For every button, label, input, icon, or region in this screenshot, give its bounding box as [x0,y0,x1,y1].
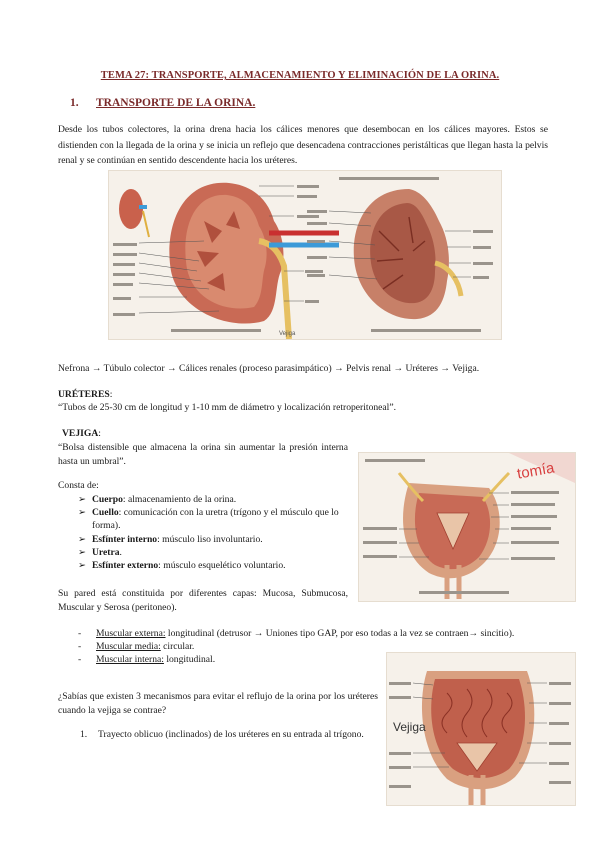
list-item: ➢ Esfínter externo: músculo esquelético voluntario. [78,560,286,572]
vejiga-definition: “Bolsa distensible que almacena la orina sin aumentar la presión interna hasta un umbral”. [58,442,348,467]
pathway-text: Nefrona → Túbulo colector → Cálices renales (proceso parasimpático) → Pelvis renal → Uréteres → Vejiga. [58,363,480,374]
list-item: ➢ Cuello: comunicación con la uretra (trígono y el músculo que lo forma). [78,507,339,532]
vejiga-colon: : [98,428,101,439]
intro-paragraph: Desde los tubos colectores, la orina drena hacia los cálices menores que desembocan en los cálices mayores. Estos se distienden con la llegada de la orina y se inicia un reflejo que desencadena contracciones peristálticas que llegan hasta la pelvis renal y se continúan en sentido descendente hacia los uréteres. [58,124,548,166]
page-title: TEMA 27: TRANSPORTE, ALMACENAMIENTO Y ELIMINACIÓN DE LA ORINA. [100,70,500,81]
capas-paragraph: Su pared está constituida por diferentes capas: Mucosa, Submucosa, Muscular y Serosa (peritoneo). [58,588,348,613]
mechanism-text: Trayecto oblicuo (inclinados) de los uréteres en su entrada al trígono. [98,729,364,740]
vejiga-heading [62,427,101,440]
list-item: ➢ Cuerpo: almacenamiento de la orina. [78,494,237,505]
mechanism-item [80,728,378,742]
bladder-section-illustration [387,653,575,805]
ureteres-label: URÉTERES [58,389,110,400]
ureteres-definition: “Tubos de 25-30 cm de longitud y 1-10 mm de diámetro y localización retroperitoneal”. [58,402,397,413]
bladder-illustration [359,453,575,601]
reflux-question: ¿Sabías que existen 3 mecanismos para evitar el reflujo de la orina por los uréteres cuando la vejiga se contrae? [58,691,378,716]
kidney-figure-label: Vejiga [279,331,296,337]
section-heading [70,97,255,109]
bladder-anatomy-figure [358,452,576,602]
consta-de: Consta de: [58,480,99,491]
banner-text: tomía [515,459,556,483]
list-item: - Muscular media: circular. [78,641,195,653]
bladder2-label: Vejiga [393,720,426,734]
list-item: ➢ Uretra. [78,546,122,558]
ureteres-heading [58,388,112,401]
list-item: ➢ Esfínter interno: músculo liso involuntario. [78,533,263,545]
vejiga-label: VEJIGA [62,428,99,439]
bladder-parts-list [58,493,350,572]
kidney-illustration [109,171,501,339]
mechanism-number: 1. [80,729,88,740]
section-number: 1. [70,97,79,109]
bladder-section-figure [386,652,576,806]
kidney-anatomy-figure [108,170,502,340]
list-item: - Muscular externa: longitudinal (detrusor → Uniones tipo GAP, por eso todas a la vez se contraen→ sincitio). [78,628,515,639]
list-item: - Muscular interna: longitudinal. [78,654,216,666]
ureteres-colon: : [109,389,113,400]
section-title: TRANSPORTE DE LA ORINA. [96,97,256,109]
